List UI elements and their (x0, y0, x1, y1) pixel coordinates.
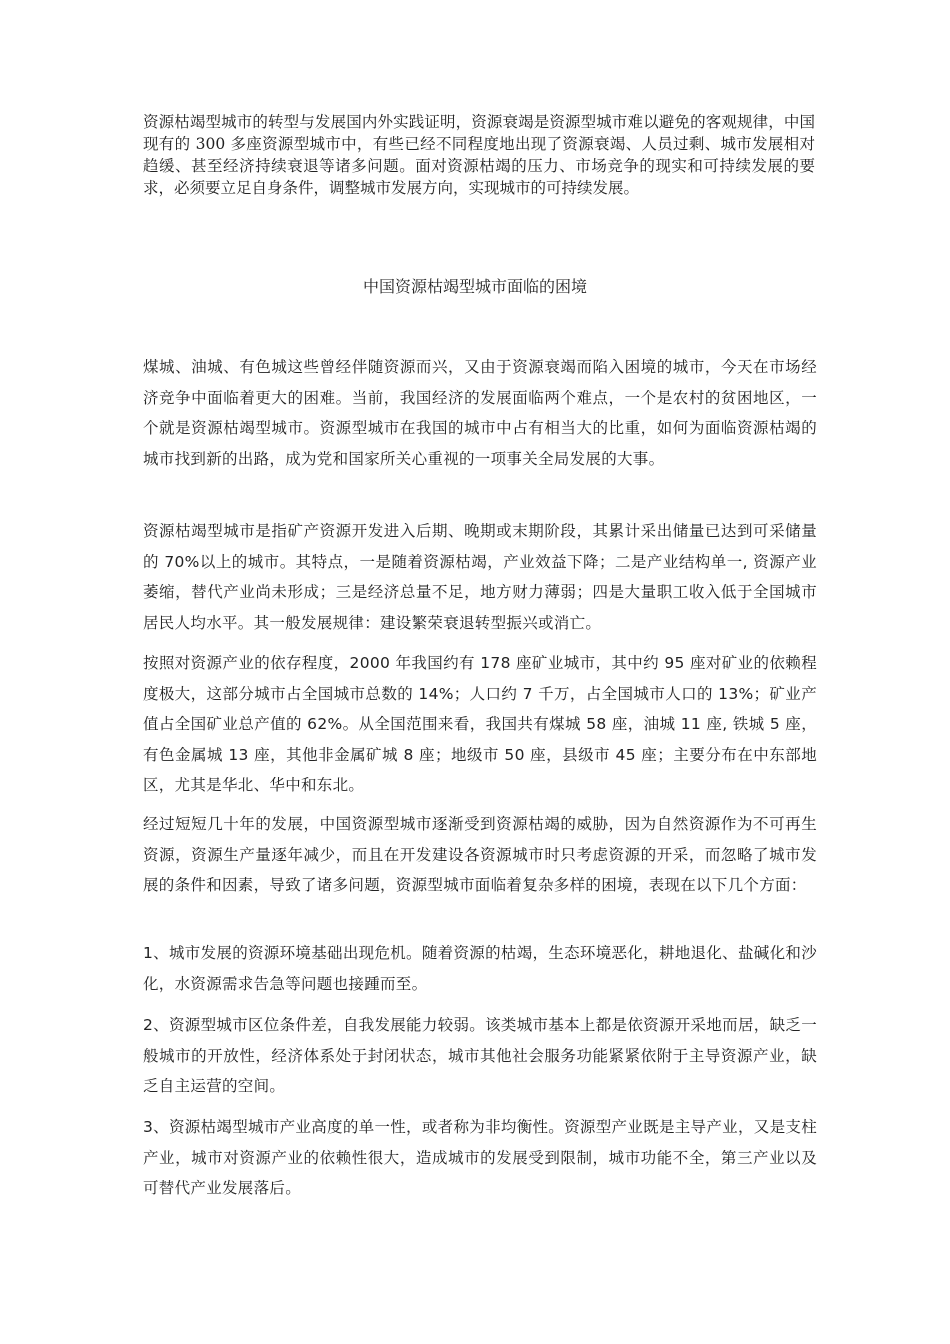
intro-paragraph (143, 111, 815, 199)
list-item-3: 3、资源枯竭型城市产业高度的单一性，或者称为非均衡性。资源型产业既是主导产业，又是支柱产业，城市对资源产业的依赖性很大，造成城市的发展受到限制，城市功能不全，第三产业以及可替代产业发展落后。 (143, 1118, 817, 1197)
intro-text: 国内外实践证明，资源衰竭是资源型城市难以避免的客观规律，中国现有的 300 多座资源型城市中，有些已经不同程度地出现了资源衰竭、人员过剩、城市发展相对趋缓、甚至经济持续衰退等诸多问题。面对资源枯竭的压力、市场竞争的现实和可持续发展的要求，必须要立足自身条件，调整城市发展方向，实现城市的可持续发展。 (143, 113, 815, 197)
body-paragraph: 资源枯竭型城市是指矿产资源开发进入后期、晚期或末期阶段，其累计采出储量已达到可采储量的 70%以上的城市。其特点，一是随着资源枯竭，产业效益下降；二是产业结构单一, 资源产业萎缩，替代产业尚未形成；三是经济总量不足，地方财力薄弱；四是大量职工收入低于全国城市居民人均水平。其一般发展规律：建设繁荣衰退转型振兴或消亡。 (143, 522, 817, 632)
intro-lead-title: 资源枯竭型城市的转型与发展 (143, 113, 347, 131)
body-paragraph: 煤城、油城、有色城这些曾经伴随资源而兴，又由于资源衰竭而陷入困境的城市，今天在市场经济竞争中面临着更大的困难。当前，我国经济的发展面临两个难点，一个是农村的贫困地区，一个就是资源枯竭型城市。资源型城市在我国的城市中占有相当大的比重，如何为面临资源枯竭的城市找到新的出路，成为党和国家所关心重视的一项事关全局发展的大事。 (143, 358, 817, 468)
body-paragraph: 按照对资源产业的依存程度，2000 年我国约有 178 座矿业城市，其中约 95 座对矿业的依赖程度极大，这部分城市占全国城市总数的 14%；人口约 7 千万，占全国城市人口的 13%；矿业产值占全国矿业总产值的 62%。从全国范围来看，我国共有煤城 58 座，油城 11 座, 铁城 5 座，有色金属城 13 座，其他非金属矿城 8 座；地级市 50 座，县级市 45 座；主要分布在中东部地区，尤其是华北、华中和东北。 (143, 654, 817, 794)
list-item-1: 1、城市发展的资源环境基础出现危机。随着资源的枯竭，生态环境恶化，耕地退化、盐碱化和沙化，水资源需求告急等问题也接踵而至。 (143, 944, 817, 993)
body-paragraph: 经过短短几十年的发展，中国资源型城市逐渐受到资源枯竭的威胁，因为自然资源作为不可再生资源，资源生产量逐年减少，而且在开发建设各资源城市时只考虑资源的开采，而忽略了城市发展的条件和因素，导致了诸多问题，资源型城市面临着复杂多样的困境，表现在以下几个方面： (143, 815, 817, 894)
list-item-2: 2、资源型城市区位条件差，自我发展能力较弱。该类城市基本上都是依资源开采地而居，缺乏一般城市的开放性，经济体系处于封闭状态，城市其他社会服务功能紧紧依附于主导资源产业，缺乏自主运营的空间。 (143, 1016, 817, 1095)
section-heading: 中国资源枯竭型城市面临的困境 (362, 277, 587, 296)
